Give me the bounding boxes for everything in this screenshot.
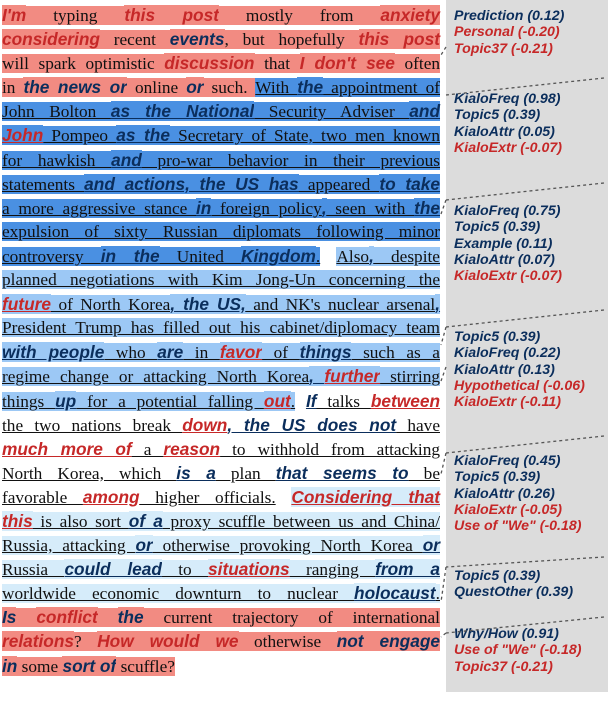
text-span: Secretary of State, two men known [169,126,440,146]
text-line [0,581,443,605]
text-span: . [290,391,296,411]
text-line [0,51,443,75]
text-span: that [254,54,300,74]
feature-label: KialoExtr (-0.07) [454,139,563,156]
text-line [0,292,443,316]
highlighted-word: conflict [36,607,98,628]
text-line [0,533,443,557]
feature-group-7 [454,626,606,675]
feature-label: KialoExtr (-0.07) [454,268,563,285]
text-span: have [396,415,440,435]
highlighted-word: up [55,390,77,411]
highlighted-word: If [305,390,317,411]
text-span: current trajectory of international [143,608,440,628]
text-span: Russia, attacking [2,536,136,556]
text-span: favorable [2,487,83,507]
feature-group-1 [454,8,606,57]
highlighted-word: future [2,294,51,315]
feature-label: KialoAttr (0.13) [454,361,555,378]
highlighted-word: much more of [2,438,132,459]
text-line [0,3,443,27]
highlighted-word: I don't see [299,53,395,74]
highlighted-word: John [2,125,44,146]
text-span [98,608,118,627]
highlighted-word: , the US does not [227,414,397,435]
highlighted-word: situations [208,559,290,580]
text-line [0,75,443,99]
text-span: President Trump has filled out his cabinet/diplomacy team [2,318,440,338]
text-span: . [315,246,321,266]
text-line [0,99,443,123]
text-span: online [126,78,187,98]
text-span [16,608,36,627]
text-span: and NK's nuclear arsenal [245,295,436,315]
text-span: Security Adviser [254,102,410,122]
highlighted-word: this post [358,29,440,50]
feature-label: KialoAttr (0.26) [454,485,555,502]
highlighted-word: events [169,29,225,50]
highlighted-word: , [369,245,374,266]
text-span: often [394,54,441,74]
feature-label: Topic5 (0.39) [454,107,541,124]
text-span: pro-war behavior in their previous [141,150,440,170]
text-span: expulsion of sixty Russian diplomats following minor [2,221,440,241]
text-span: is also sort [32,511,129,531]
highlighted-text-paragraph [0,3,443,678]
text-span: Pompeo [43,126,117,146]
highlighted-word: or [422,535,440,556]
highlighted-word: the [414,197,440,218]
highlighted-word: sort of [62,655,117,676]
text-span: in [183,343,220,363]
text-span: otherwise provoking North Korea [152,536,423,556]
highlighted-word: is a [176,462,216,483]
text-span: despite [373,246,440,266]
highlighted-word: reason [163,438,221,459]
text-span: scuffle? [116,656,175,676]
text-span: talks [316,391,371,411]
feature-label: Topic5 (0.39) [454,219,541,236]
feature-label: KialoAttr (0.07) [454,251,555,268]
feature-label: Topic5 (0.39) [454,329,541,345]
text-span: , but hopefully [224,30,359,50]
highlighted-word: this post [124,5,219,25]
text-span: foreign policy [211,198,322,218]
feature-label: Personal (-0.20) [454,24,560,41]
feature-group-6 [454,568,606,601]
highlighted-word: in [2,655,18,676]
highlighted-word: holocaust [354,583,436,604]
text-span: regime change or attacking North Korea [2,367,310,387]
highlighted-word: the news or [23,77,127,98]
highlighted-word: considering [2,29,100,50]
text-line [0,437,443,461]
highlighted-word: relations [2,631,75,652]
highlighted-word: that seems to [275,462,409,483]
highlighted-word: Is [2,607,17,628]
text-span: appointment of [323,78,440,98]
feature-group-5 [454,453,606,534]
text-line [0,244,443,268]
text-span: seen with [326,198,415,218]
highlighted-word: , [309,366,325,387]
feature-group-2 [454,91,606,156]
highlighted-word: things [299,342,352,363]
highlighted-word: down [182,414,228,435]
text-line [0,654,443,678]
feature-group-4 [454,329,606,410]
text-line [0,27,443,51]
text-line [0,485,443,509]
feature-label: Topic37 (-0.21) [454,658,553,675]
highlighted-word: with people [2,342,105,363]
text-span: plan [215,463,276,483]
text-span: North Korea, which [2,463,177,483]
text-line [0,172,443,196]
text-span: higher officials. [139,487,276,507]
feature-label: KialoFreq (0.45) [454,453,561,469]
text-span: who [104,343,158,363]
feature-group-3 [454,203,606,284]
text-line [0,413,443,437]
text-span: of North Korea [50,295,171,315]
text-span: worldwide economic downturn to nuclear [2,584,355,604]
text-span: of [262,343,300,363]
highlighted-word: , [321,197,327,218]
feature-label: KialoFreq (0.22) [454,345,561,362]
highlighted-word: I'm [2,5,27,25]
text-line [0,220,443,244]
feature-label: Topic5 (0.39) [454,568,541,584]
highlighted-word: Kingdom [241,245,316,266]
feature-label: KialoFreq (0.98) [454,91,561,107]
highlighted-word: anxiety [380,5,440,25]
highlighted-word: could lead [64,559,162,580]
feature-label: KialoExtr (-0.11) [454,394,561,411]
highlighted-word: out [263,390,291,411]
text-span: things [2,391,56,411]
text-span: for a potential falling [76,391,264,411]
highlighted-word: not engage [336,631,441,652]
highlighted-word: Considering that [291,486,440,507]
text-span: controversy [2,246,101,266]
text-span: for hawkish [2,150,112,170]
text-line [0,196,443,220]
highlighted-word: as the [116,125,170,146]
text-span: ranging [289,560,376,580]
text-line [0,340,443,364]
text-span: the two nations break [2,415,183,435]
text-line [0,557,443,581]
feature-weights-panel [446,0,608,692]
text-span: a [131,439,164,459]
text-span: ? [74,632,98,652]
text-span: to [161,560,209,580]
highlighted-word: the [117,607,144,628]
highlighted-word: , the US, [170,294,246,315]
highlighted-word: favor [219,342,263,363]
feature-label: QuestOther (0.39) [454,584,574,601]
highlighted-word: to take [379,173,441,194]
text-line [0,316,443,340]
text-span: such. [203,78,256,98]
text-span: be [408,463,440,483]
text-line [0,629,443,653]
text-line [0,268,443,292]
text-span [295,392,306,411]
text-span: stirring [380,367,441,387]
feature-label: KialoAttr (0.05) [454,123,555,140]
text-span: a more aggressive stance [2,198,196,218]
feature-label: KialoExtr (-0.05) [454,501,563,518]
text-span: such as a [351,343,440,363]
text-span: Also [336,246,370,266]
text-span: John Bolton [2,102,111,122]
feature-label: Topic5 (0.39) [454,469,541,486]
highlighted-word: , [435,294,441,315]
highlighted-word: are [157,342,184,363]
text-line [0,509,443,533]
text-line [0,364,443,388]
feature-label: Why/How (0.91) [454,626,559,642]
text-span: With [255,78,298,98]
text-line [0,605,443,629]
text-span: statements [2,174,85,194]
feature-label: Topic37 (-0.21) [454,40,553,57]
text-span: typing [26,6,125,25]
text-span: to withhold from attacking [220,439,440,459]
text-span: proxy scuffle between us and China/ [162,511,440,531]
highlighted-word: as the National [110,101,255,122]
text-span: recent [99,30,170,50]
feature-label: Prediction (0.12) [454,8,565,24]
highlighted-word: from a [375,559,440,580]
text-span: Russia [2,560,65,580]
highlighted-word: in [196,197,212,218]
highlighted-word: and [409,101,441,122]
feature-label: KialoFreq (0.75) [454,203,561,219]
text-span: in [2,78,24,98]
highlighted-word: between [370,390,441,411]
feature-label: Hypothetical (-0.06) [454,377,585,394]
text-span: mostly from [218,6,381,25]
highlighted-word: of a [128,510,163,531]
highlighted-word: further [324,366,381,387]
highlighted-word: the [297,77,324,98]
highlighted-word: or [135,535,153,556]
text-span: appeared [298,174,380,194]
text-line [0,148,443,172]
text-span: will spark optimistic [2,54,165,74]
highlighted-word: or [186,77,204,98]
text-span [276,488,292,507]
highlighted-word: this [2,510,33,531]
text-line [0,123,443,147]
text-span [320,247,336,266]
text-span: . [435,584,440,604]
text-span: some [17,656,63,676]
highlighted-word: and actions, the US has [84,173,299,194]
highlighted-word: in the [100,245,160,266]
text-span: planned negotiations with Kim Jong-Un concerning the [2,270,440,290]
feature-label: Example (0.11) [454,235,553,252]
text-line [0,389,443,413]
highlighted-word: discussion [164,53,255,74]
text-line [0,461,443,485]
feature-label: Use of "We" (-0.18) [454,518,582,535]
highlighted-word: and [111,149,142,170]
text-span: United [159,246,241,266]
highlighted-word: How would we [97,631,239,652]
text-span: otherwise [238,632,337,652]
highlighted-word: among [82,486,140,507]
feature-label: Use of "We" (-0.18) [454,642,582,659]
